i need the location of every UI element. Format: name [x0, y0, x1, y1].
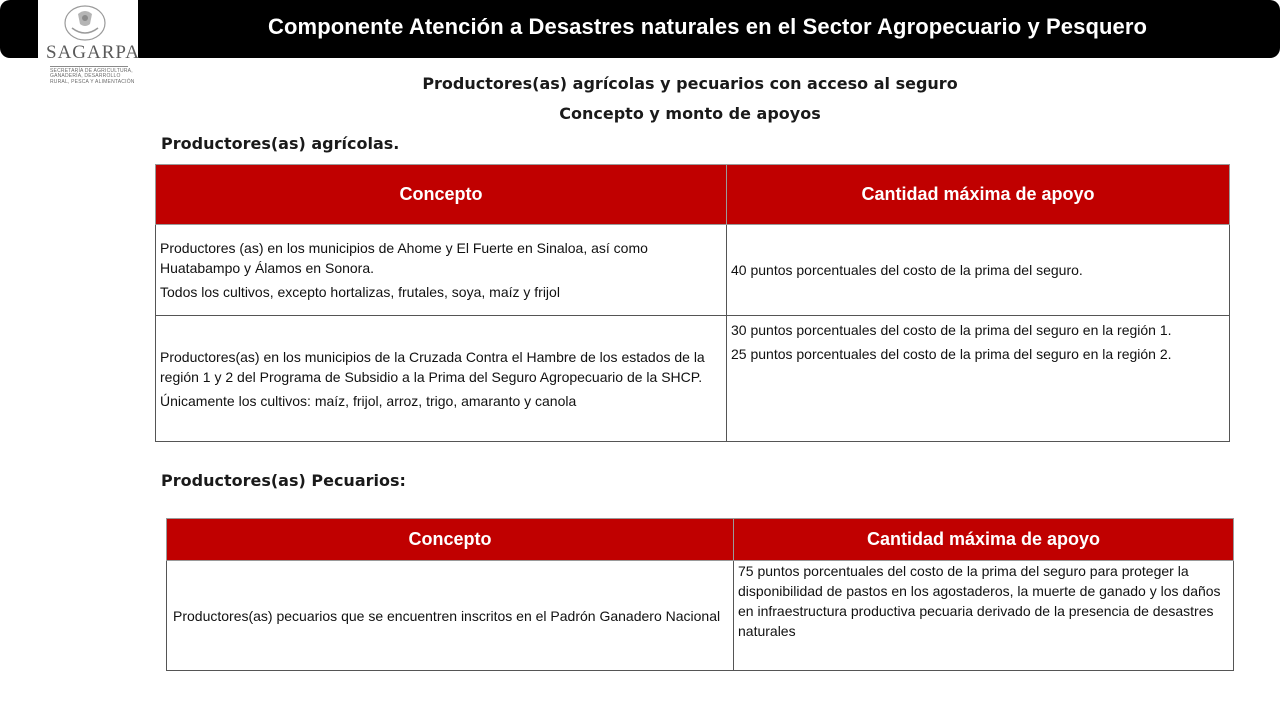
page-title: Componente Atención a Desastres naturales en el Sector Agropecuario y Pesquero [268, 14, 1148, 39]
amount-region2-text: 25 puntos porcentuales del costo de la prima del seguro en la región 2. [731, 346, 1172, 362]
table-row [167, 561, 1234, 671]
logo-subtitle: SECRETARÍA DE AGRICULTURA, GANADERÍA, DESARROLLO RURAL, PESCA Y ALIMENTACIÓN [50, 68, 135, 85]
amount-cell [734, 561, 1234, 671]
sub-heading: Concepto y monto de apoyos [559, 104, 821, 123]
amount-region1-text: 30 puntos porcentuales del costo de la prima del seguro en la región 1. [731, 322, 1172, 338]
column-header-concept: Concepto [156, 165, 727, 225]
table-header-row [156, 165, 1230, 225]
agricultural-support-table [155, 164, 1230, 442]
livestock-support-table [166, 518, 1234, 671]
concept-text: Productores(as) pecuarios que se encuentren inscritos en el Padrón Ganadero Nacional [173, 607, 721, 624]
table-row [156, 225, 1230, 316]
amount-text: 75 puntos porcentuales del costo de la prima del seguro para proteger la disponibilidad de pastos en los agostaderos, la muerte de ganado y los daños en infraestructura productiva pecuaria derivado de la presencia de desastres naturales [738, 563, 1221, 639]
concept-cell [167, 561, 734, 671]
agricultural-section-title: Productores(as) agrícolas. [161, 134, 400, 153]
column-header-concept: Concepto [167, 519, 734, 561]
national-seal-icon [60, 4, 110, 42]
table-row [156, 316, 1230, 442]
concept-cell [156, 316, 727, 442]
column-header-amount: Cantidad máxima de apoyo [727, 165, 1230, 225]
header-banner [0, 0, 1280, 58]
main-heading: Productores(as) agrícolas y pecuarios con acceso al seguro [422, 74, 958, 93]
amount-cell [727, 316, 1230, 442]
logo-divider [50, 66, 128, 67]
amount-cell [727, 225, 1230, 316]
concept-crops-text: Todos los cultivos, excepto hortalizas, frutales, soya, maíz y frijol [160, 284, 560, 300]
table-header-row [167, 519, 1234, 561]
concept-cell [156, 225, 727, 316]
concept-text: Productores(as) en los municipios de la Cruzada Contra el Hambre de los estados de la región 1 y 2 del Programa de Subsidio a la Prima del Seguro Agropecuario de la SHCP. [160, 348, 705, 385]
amount-text: 40 puntos porcentuales del costo de la prima del seguro. [731, 262, 1083, 278]
concept-crops-text: Únicamente los cultivos: maíz, frijol, arroz, trigo, amaranto y canola [160, 392, 577, 409]
logo-wordmark: SAGARPA [46, 42, 140, 63]
livestock-section-title: Productores(as) Pecuarios: [161, 471, 406, 490]
column-header-amount: Cantidad máxima de apoyo [734, 519, 1234, 561]
concept-text: Productores (as) en los municipios de Ahome y El Fuerte en Sinaloa, así como Huatabampo y Álamos en Sonora. [160, 240, 648, 276]
